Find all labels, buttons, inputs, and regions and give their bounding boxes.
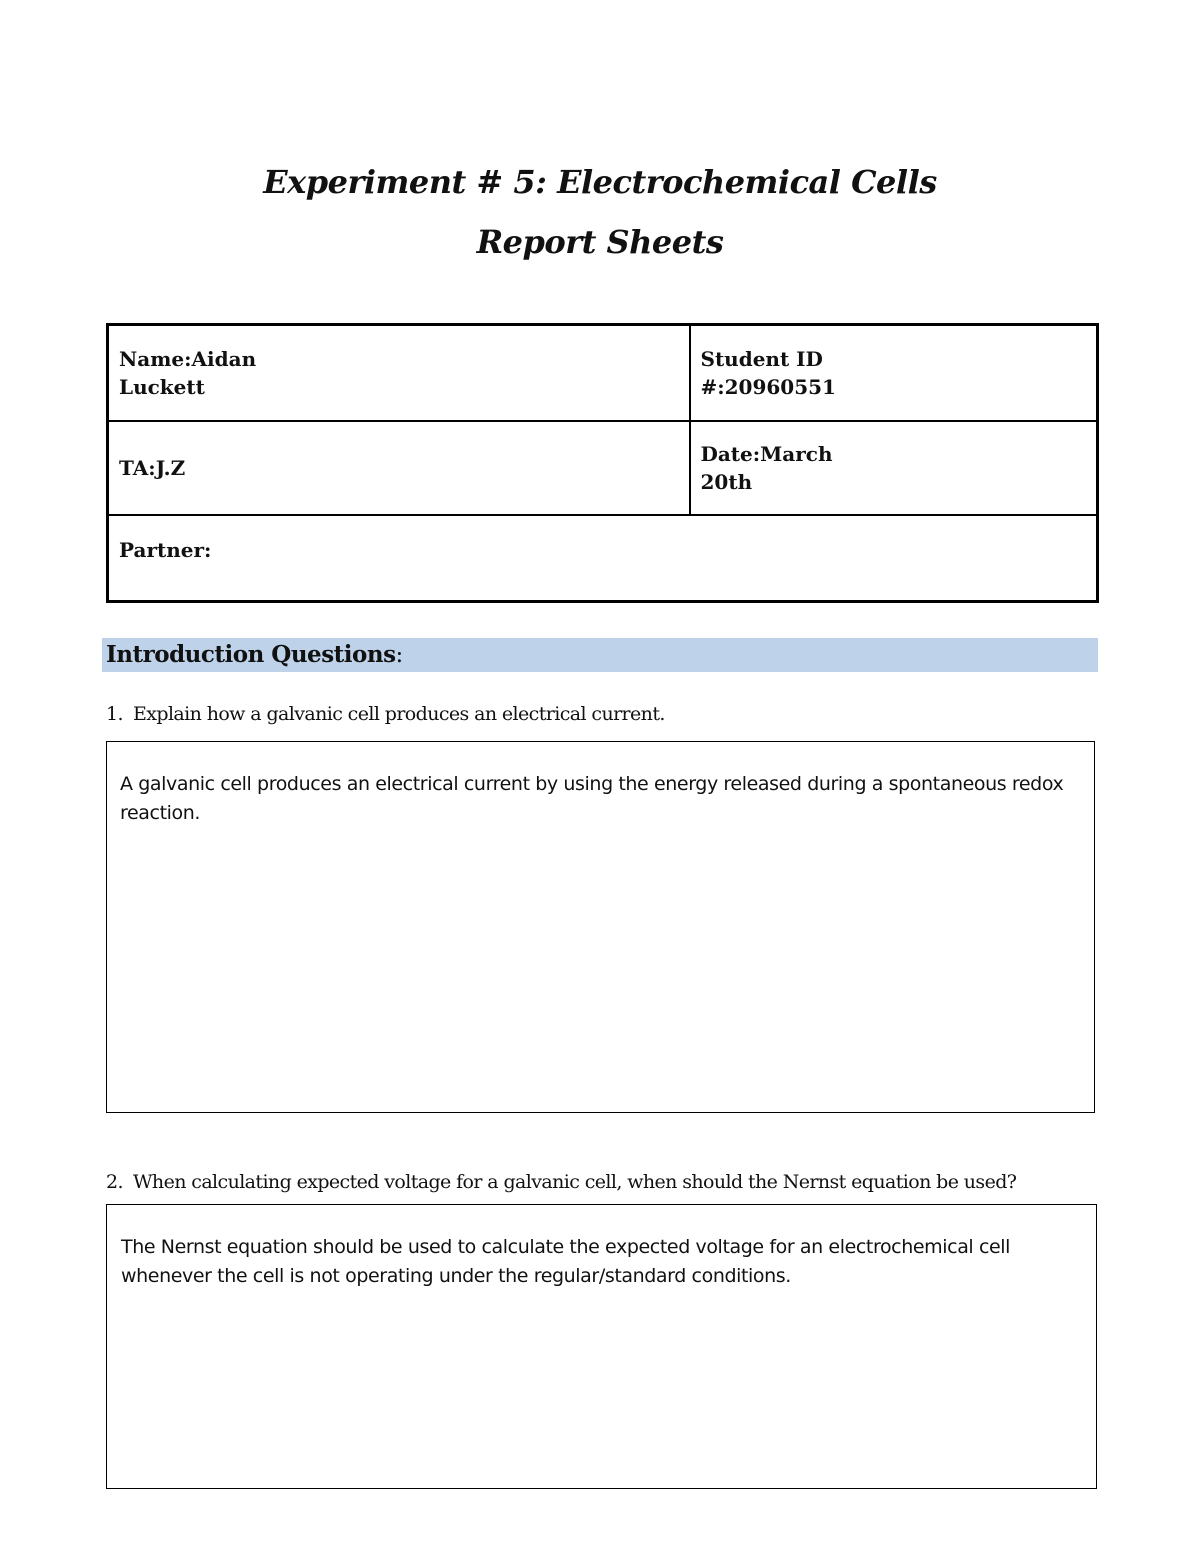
title-block [0, 160, 1200, 264]
question-number: 1. [106, 703, 123, 725]
question-text: When calculating expected voltage for a galvanic cell, when should the Nernst equation be used? [133, 1171, 1017, 1193]
info-row [108, 421, 1098, 515]
info-row [108, 325, 1098, 422]
name-cell [108, 325, 690, 422]
document-subtitle: Report Sheets [476, 223, 724, 261]
student-id-cell [690, 325, 1098, 422]
document-title: Experiment # 5: Electrochemical Cells [263, 163, 937, 201]
student-id-field: Student ID #:20960551 [700, 347, 836, 399]
answer-box-2[interactable] [106, 1204, 1097, 1489]
date-field: Date:March 20th [700, 442, 833, 494]
ta-field: TA:J.Z [119, 456, 186, 480]
answer-text: A galvanic cell produces an electrical current by using the energy released during a spontaneous redox reaction. [120, 773, 1064, 824]
question-text: Explain how a galvanic cell produces an electrical current. [133, 703, 665, 725]
info-row [108, 515, 1098, 602]
partner-field: Partner: [119, 538, 212, 562]
partner-cell [108, 515, 1098, 602]
answer-box-1[interactable] [106, 741, 1095, 1113]
name-field: Name:Aidan Luckett [119, 347, 257, 399]
section-heading-text: Introduction Questions [106, 641, 396, 668]
question-number: 2. [106, 1171, 123, 1193]
question-2 [106, 1168, 1016, 1196]
section-heading [106, 638, 403, 672]
ta-cell [108, 421, 690, 515]
date-cell [690, 421, 1098, 515]
student-info-table [106, 323, 1099, 603]
question-1 [106, 700, 665, 728]
section-heading-colon: : [395, 642, 403, 668]
answer-text: The Nernst equation should be used to calculate the expected voltage for an electrochemical cell whenever the cell is not operating under the regular/standard conditions. [121, 1236, 1011, 1287]
